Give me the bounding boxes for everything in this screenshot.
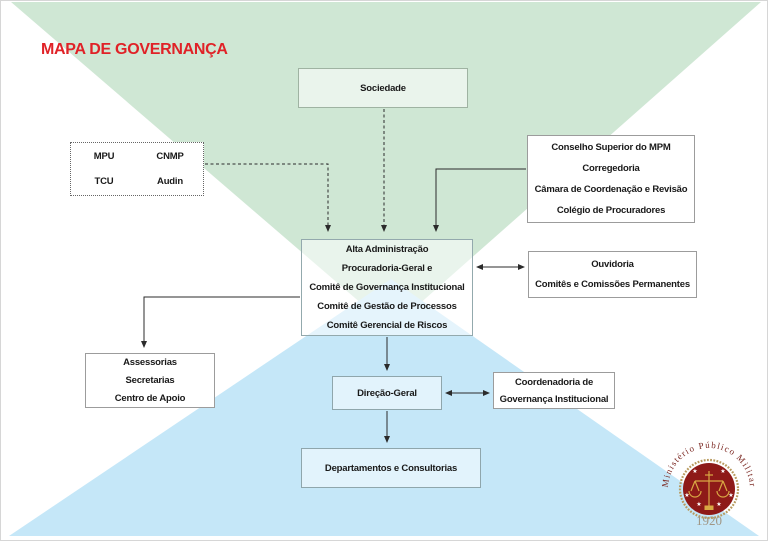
conselho-line: Conselho Superior do MPM: [551, 142, 671, 153]
svg-text:★: ★: [696, 501, 702, 508]
svg-text:★: ★: [716, 501, 722, 508]
alta-administracao-line: Comitê de Governança Institucional: [309, 282, 465, 293]
assessorias-line: Assessorias: [123, 356, 177, 368]
alta-administracao-line: Comitê Gerencial de Riscos: [326, 320, 448, 331]
seal-ring-text: Ministério Público Militar: [659, 439, 759, 488]
alta-administracao-line: Comitê de Gestão de Processos: [317, 301, 457, 312]
svg-text:★: ★: [728, 492, 734, 499]
direcao-geral-label: Direção-Geral: [357, 387, 417, 399]
mpu-label: MPU: [93, 151, 115, 162]
mpm-seal: [1, 1, 768, 541]
coordenadoria-line: Governança Institucional: [499, 393, 609, 405]
svg-text:★: ★: [692, 468, 698, 475]
assessorias-line: Secretarias: [125, 374, 175, 386]
alta-administracao-line: Alta Administração: [345, 244, 429, 255]
svg-text:★: ★: [684, 492, 690, 499]
ouvidoria-line: Comitês e Comissões Permanentes: [535, 278, 690, 290]
ouvidoria-line: Ouvidoria: [591, 258, 634, 270]
cnmp-label: CNMP: [156, 151, 184, 162]
conselho-line: Colégio de Procuradores: [556, 205, 666, 216]
seal-year: 1920: [696, 513, 722, 528]
conselho-line: Câmara de Coordenação e Revisão: [534, 184, 688, 195]
departamentos-label: Departamentos e Consultorias: [324, 462, 458, 474]
conselho-line: Corregedoria: [582, 163, 640, 174]
assessorias-line: Centro de Apoio: [114, 392, 186, 404]
page-title: MAPA DE GOVERNANÇA: [41, 41, 228, 58]
tcu-label: TCU: [94, 176, 114, 187]
svg-text:★: ★: [720, 468, 726, 475]
audin-label: Audin: [157, 176, 183, 187]
coordenadoria-line: Coordenadoria de: [514, 376, 594, 388]
sociedade-label: Sociedade: [360, 82, 406, 94]
alta-administracao-line: Procuradoria-Geral e: [341, 263, 433, 274]
